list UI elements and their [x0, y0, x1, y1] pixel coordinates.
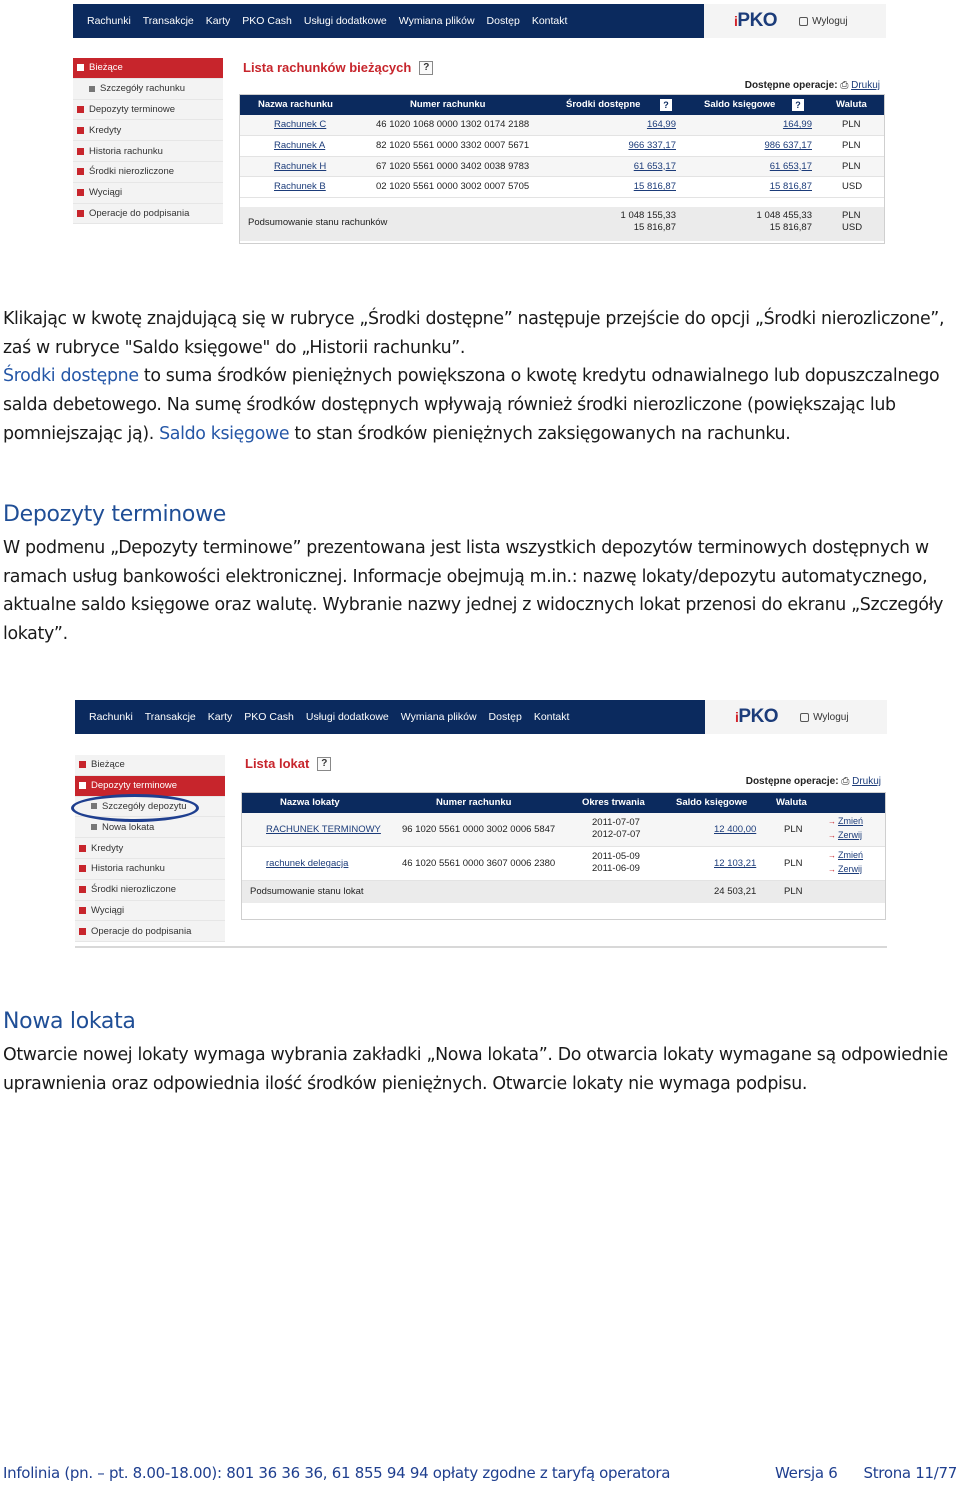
sidebar-item[interactable]	[75, 859, 225, 880]
print-icon: ⎙	[841, 776, 850, 787]
sidebar-item-label: Kredyty	[91, 842, 124, 854]
bullet-icon	[79, 782, 86, 789]
bullet-icon	[79, 928, 86, 935]
bullet-icon	[77, 168, 84, 175]
period-start: 2011-05-09	[592, 851, 640, 862]
change-link[interactable]: → Zmień	[828, 816, 863, 826]
print-link[interactable]: Drukuj	[852, 776, 881, 787]
available-funds-link[interactable]: 61 653,17	[633, 160, 676, 172]
lock-icon	[800, 713, 809, 722]
page-footer	[3, 1464, 957, 1486]
bullet-icon	[79, 865, 86, 872]
paragraph-text: Klikając w kwotę znajdującą się w rubryce „Środki dostępne” następuje przejście do opcji „Środki nierozliczone”, zaś w rubryce "Saldo księgowe" do „Historii rachunku”.	[3, 309, 945, 358]
account-name-link[interactable]: Rachunek H	[274, 160, 327, 172]
sidebar-item-label: Środki nierozliczone	[91, 884, 177, 896]
print-icon: ⎙	[840, 80, 849, 91]
help-icon[interactable]: ?	[792, 99, 804, 111]
page-title: Lista rachunków bieżących ?	[243, 60, 433, 75]
sidebar-item-label: Bieżące	[91, 759, 125, 771]
divider	[75, 946, 887, 948]
table-header	[240, 95, 884, 115]
balance-link[interactable]: 12 103,21	[714, 858, 757, 869]
bullet-icon	[77, 106, 84, 113]
nav-tab[interactable]: Rachunki	[87, 15, 131, 27]
currency: PLN	[784, 858, 803, 869]
top-navigation	[73, 4, 886, 38]
deposit-name-link[interactable]: rachunek delegacja	[266, 858, 349, 869]
section-heading: Nowa lokata	[3, 1009, 136, 1034]
summary-balance: 15 816,87	[769, 222, 812, 234]
bullet-icon	[77, 189, 84, 196]
summary-available: 1 048 155,33	[620, 210, 676, 222]
paragraph-text: to suma środków pieniężnych powiększona o kwotę kredytu odnawialnego lub dopuszczalnego salda debetowego. Na sumę środków dostępnych wpływają również środki nierozliczone (powiększając lub pomniejszając ją).	[3, 366, 940, 444]
nav-tab[interactable]: Transakcje	[144, 711, 196, 723]
logout-button[interactable]: Wyloguj	[799, 16, 847, 27]
col-balance[interactable]: Saldo księgowe	[704, 99, 776, 110]
sidebar-item-label: Bieżące	[89, 62, 123, 74]
bullet-icon	[77, 148, 84, 155]
ipko-logo: iPKO	[734, 10, 778, 31]
help-icon[interactable]: ?	[419, 61, 433, 75]
sidebar-item[interactable]	[73, 120, 223, 141]
sidebar-item[interactable]	[73, 58, 223, 79]
lock-icon	[799, 17, 808, 26]
summary-balance: 24 503,21	[714, 886, 757, 897]
account-number: 96 1020 5561 0000 3002 0006 5847	[402, 824, 556, 835]
sidebar-item-label: Operacje do podpisania	[91, 925, 192, 937]
print-link[interactable]: Drukuj	[851, 80, 880, 91]
brand-area	[704, 4, 886, 38]
bullet-icon	[77, 210, 84, 217]
balance-link[interactable]: 12 400,00	[714, 824, 757, 835]
account-number: 46 1020 1068 0000 1302 0174 2188	[376, 119, 530, 130]
help-icon[interactable]: ?	[317, 757, 331, 771]
currency: PLN	[842, 119, 861, 130]
period-end: 2011-06-09	[592, 863, 640, 874]
book-balance-link[interactable]: 61 653,17	[769, 160, 812, 172]
sidebar-item[interactable]	[75, 838, 225, 859]
currency: PLN	[842, 160, 861, 172]
book-balance-link[interactable]: 986 637,17	[764, 139, 812, 151]
table-row	[240, 157, 884, 178]
account-number: 67 1020 5561 0000 3402 0038 9783	[376, 160, 530, 172]
book-balance-link[interactable]: 15 816,87	[769, 181, 812, 193]
sidebar-item-label: Nowa lokata	[102, 821, 155, 833]
nav-tab[interactable]: Wymiana plików	[400, 711, 477, 723]
nav-tab[interactable]: Rachunki	[89, 711, 133, 723]
account-number: 46 1020 5561 0000 3607 0006 2380	[402, 858, 556, 869]
nav-tab[interactable]: Dostęp	[486, 15, 520, 27]
break-link[interactable]: → Zerwij	[828, 864, 862, 874]
bullet-icon	[79, 845, 86, 852]
currency: PLN	[784, 824, 803, 835]
sidebar-item-label: Depozyty terminowe	[91, 780, 178, 792]
table-row	[242, 847, 885, 881]
col-available[interactable]: Środki dostępne	[566, 99, 641, 110]
col-account-number[interactable]: Numer rachunku	[410, 99, 486, 110]
sidebar-item-label: Operacje do podpisania	[89, 207, 190, 219]
col-period[interactable]: Okres trwania	[582, 797, 645, 808]
nav-tab[interactable]: Dostęp	[488, 711, 522, 723]
sidebar-item-label: Wyciągi	[91, 904, 125, 916]
nav-tab[interactable]: Karty	[205, 15, 231, 27]
page-title: Lista lokat ?	[245, 756, 331, 771]
col-deposit-name[interactable]: Nazwa lokaty	[280, 797, 340, 808]
account-number: 02 1020 5561 0000 3002 0007 5705	[376, 181, 530, 193]
table-row	[242, 813, 885, 847]
bullet-icon	[77, 64, 84, 71]
summary-label: Podsumowanie stanu lokat	[250, 886, 364, 897]
sidebar-menu	[73, 58, 223, 224]
section-paragraph: Otwarcie nowej lokaty wymaga wybrania zakładki „Nowa lokata”. Do otwarcia lokaty wymagane są odpowiednie uprawnienia oraz odpowiednia ilość środków pieniężnych. Otwarcie lokaty nie wymaga podpisu.	[3, 1045, 948, 1094]
period-end: 2012-07-07	[592, 829, 641, 840]
available-funds-link[interactable]: 164,99	[646, 119, 676, 130]
paragraph-text: to stan środków pieniężnych zaksięgowanych na rachunku.	[289, 423, 791, 444]
col-currency[interactable]: Waluta	[836, 99, 867, 110]
logout-button[interactable]: Wyloguj	[800, 712, 848, 723]
ipko-logo: iPKO	[735, 706, 779, 727]
nav-tab[interactable]: Usługi dodatkowe	[305, 711, 389, 723]
nav-tab[interactable]: Usługi dodatkowe	[303, 15, 387, 27]
summary-currency: USD	[842, 222, 863, 234]
sidebar-item[interactable]	[75, 901, 225, 922]
book-balance-link[interactable]: 164,99	[782, 119, 812, 130]
change-link[interactable]: → Zmień	[828, 850, 863, 860]
account-name-link[interactable]: Rachunek A	[274, 139, 326, 151]
bullet-icon	[79, 907, 86, 914]
col-balance[interactable]: Saldo księgowe	[676, 797, 748, 808]
bullet-icon	[89, 86, 95, 92]
table-row	[240, 115, 884, 136]
term-book-balance: Saldo księgowe	[159, 423, 290, 444]
summary-label: Podsumowanie stanu rachunków	[248, 217, 388, 229]
col-account-name[interactable]: Nazwa rachunku	[258, 99, 333, 110]
sidebar-item-label: Depozyty terminowe	[89, 103, 176, 115]
table-row	[240, 177, 884, 198]
sidebar-item[interactable]	[73, 204, 223, 225]
nav-tab[interactable]: PKO Cash	[244, 711, 294, 723]
brand-area	[705, 700, 887, 734]
footer-page-number: Strona 11/77	[863, 1464, 957, 1482]
top-navigation	[75, 700, 887, 734]
nav-tab[interactable]: PKO Cash	[242, 15, 292, 27]
sidebar-item[interactable]	[73, 183, 223, 204]
screenshot-accounts	[73, 4, 886, 246]
account-name-link[interactable]: Rachunek B	[274, 181, 326, 193]
help-icon[interactable]: ?	[660, 99, 672, 111]
bullet-icon	[79, 886, 86, 893]
account-name-link[interactable]: Rachunek C	[274, 119, 327, 130]
available-funds-link[interactable]: 966 337,17	[628, 139, 676, 151]
screenshot-deposits	[75, 700, 887, 952]
accounts-table	[239, 94, 885, 244]
footer-hotline: Infolinia (pn. – pt. 8.00-18.00): 801 36 36 36, 61 855 94 94 opłaty zgodne z taryfą operatora	[3, 1464, 671, 1482]
nav-tab[interactable]: Kontakt	[531, 15, 568, 27]
footer-version: Wersja 6	[775, 1464, 838, 1482]
col-account-number[interactable]: Numer rachunku	[436, 797, 512, 808]
sidebar-item-label: Szczegóły depozytu	[102, 800, 187, 812]
sidebar-item[interactable]	[75, 755, 225, 776]
sidebar-item[interactable]	[75, 921, 225, 942]
currency: USD	[842, 181, 863, 193]
sidebar-item-label: Szczegóły rachunku	[100, 83, 186, 95]
sidebar-item[interactable]	[75, 880, 225, 901]
deposit-name-link[interactable]: RACHUNEK TERMINOWY	[266, 824, 381, 835]
sidebar-item[interactable]	[73, 141, 223, 162]
summary-row	[242, 881, 885, 903]
available-operations: Dostępne operacje: ⎙ Drukuj	[745, 776, 881, 787]
summary-currency: PLN	[784, 886, 803, 897]
section-paragraph: W podmenu „Depozyty terminowe” prezentowana jest lista wszystkich depozytów terminowych dostępnych w ramach usług bankowości elektronicznej. Informacje obejmują m.in.: nazwę lokaty/depozytu automatycznego, aktualne saldo księgowe oraz walutę. Wybranie nazwy jednej z widocznych lokat przenosi do ekranu „Szczegóły lokaty”.	[3, 538, 944, 645]
bullet-icon	[91, 824, 97, 830]
sidebar-item[interactable]	[73, 100, 223, 121]
summary-row	[240, 207, 884, 241]
period-start: 2011-07-07	[592, 817, 640, 828]
bullet-icon	[79, 761, 86, 768]
sidebar-item[interactable]	[73, 79, 223, 100]
highlight-oval	[71, 794, 199, 822]
summary-balance: 1 048 455,33	[756, 210, 812, 222]
table-row	[240, 136, 884, 157]
available-funds-link[interactable]: 15 816,87	[633, 181, 676, 193]
summary-currency: PLN	[842, 210, 861, 222]
section-heading: Depozyty terminowe	[3, 502, 227, 527]
deposits-table	[241, 792, 886, 920]
nav-tab[interactable]: Kontakt	[533, 711, 570, 723]
intro-paragraph	[3, 305, 957, 449]
sidebar-item[interactable]	[73, 162, 223, 183]
bullet-icon	[77, 127, 84, 134]
nav-tab[interactable]: Wymiana plików	[398, 15, 475, 27]
nav-tab[interactable]: Karty	[207, 711, 233, 723]
table-header	[242, 793, 885, 813]
sidebar-menu	[75, 755, 225, 942]
summary-available: 15 816,87	[633, 222, 676, 234]
account-number: 82 1020 5561 0000 3302 0007 5671	[376, 139, 530, 151]
term-available-funds: Środki dostępne	[3, 366, 139, 387]
sidebar-item-label: Kredyty	[89, 124, 122, 136]
sidebar-item-label: Wyciągi	[89, 187, 123, 199]
currency: PLN	[842, 139, 861, 151]
break-link[interactable]: → Zerwij	[828, 830, 862, 840]
sidebar-item-label: Historia rachunku	[91, 863, 165, 875]
sidebar-item-label: Środki nierozliczone	[89, 166, 175, 178]
sidebar-item-label: Historia rachunku	[89, 145, 163, 157]
nav-tab[interactable]: Transakcje	[142, 15, 194, 27]
available-operations: Dostępne operacje: ⎙ Drukuj	[744, 80, 880, 91]
col-currency[interactable]: Waluta	[776, 797, 807, 808]
